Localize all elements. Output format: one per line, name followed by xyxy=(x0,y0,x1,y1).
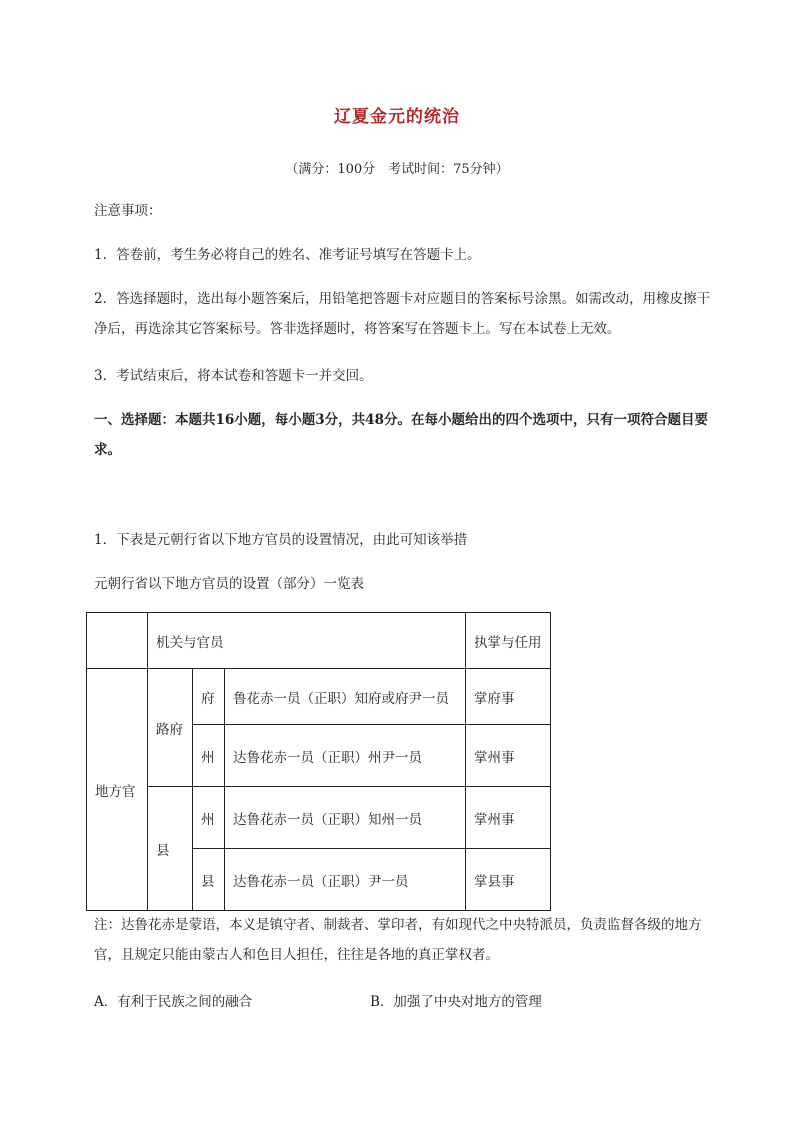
unit-cell: 府 xyxy=(193,669,225,725)
notice-heading: 注意事项： xyxy=(94,203,162,219)
table-header-cell xyxy=(87,613,148,669)
unit-cell: 县 xyxy=(193,849,225,911)
duty-cell: 掌州事 xyxy=(466,787,551,849)
duty-cell: 掌府事 xyxy=(466,669,551,725)
table-header-cell: 执掌与任用 xyxy=(466,613,551,669)
question-stem: 1．下表是元朝行省以下地方官员的设置情况，由此可知该举措 xyxy=(94,532,468,548)
table-note: 注：达鲁花赤是蒙语，本义是镇守者、制裁者、掌印者，有如现代之中央特派员，负责监督各级的地方官，且规定只能由蒙古人和色目人担任，往往是各地的真正掌权者。 xyxy=(94,917,702,963)
level-label-cell: 路府 xyxy=(148,669,193,787)
table-row xyxy=(87,787,551,849)
notice-item-2: 2．答选择题时，选出每小题答案后，用铅笔把答题卡对应题目的答案标号涂黑。如需改动，用橡皮擦干净后，再选涂其它答案标号。答非选择题时，将答案写在答题卡上。写在本试卷上无效。 xyxy=(94,291,711,337)
officials-cell: 鲁花赤一员（正职）知府或府尹一员 xyxy=(225,669,466,725)
unit-cell: 州 xyxy=(193,725,225,787)
table-row xyxy=(87,669,551,725)
exam-info: （满分：100分 考试时间：75分钟） xyxy=(285,162,509,177)
officials-cell: 达鲁花赤一员（正职）州尹一员 xyxy=(225,725,466,787)
officials-table xyxy=(86,612,551,911)
officials-cell: 达鲁花赤一员（正职）尹一员 xyxy=(225,849,466,911)
duty-cell: 掌县事 xyxy=(466,849,551,911)
notice-item-3: 3．考试结束后，将本试卷和答题卡一并交回。 xyxy=(94,368,373,384)
table-header-cell: 机关与官员 xyxy=(148,613,466,669)
section-heading: 一、选择题：本题共16小题，每小题3分，共48分。在每小题给出的四个选项中，只有一项符合题目要求。 xyxy=(94,412,708,458)
table-header-row xyxy=(87,613,551,669)
page-title: 辽夏金元的统治 xyxy=(334,107,460,127)
duty-cell: 掌州事 xyxy=(466,725,551,787)
unit-cell: 州 xyxy=(193,787,225,849)
officials-cell: 达鲁花赤一员（正职）知州一员 xyxy=(225,787,466,849)
option-a[interactable]: A．有利于民族之间的融合 xyxy=(94,994,253,1010)
option-b[interactable]: B．加强了中央对地方的管理 xyxy=(370,994,542,1010)
level-label-cell: 县 xyxy=(148,787,193,911)
table-caption: 元朝行省以下地方官员的设置（部分）一览表 xyxy=(94,576,364,592)
group-label-cell: 地方官 xyxy=(87,669,148,911)
notice-item-1: 1．答卷前，考生务必将自己的姓名、准考证号填写在答题卡上。 xyxy=(94,247,481,263)
